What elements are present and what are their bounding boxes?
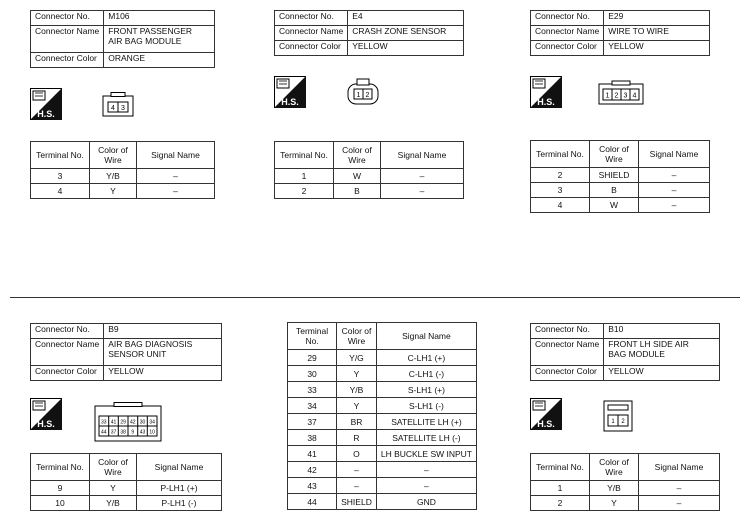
table-row: 2 Y –: [531, 496, 720, 511]
svg-text:29: 29: [120, 419, 126, 426]
connector-color-value: YELLOW: [348, 41, 464, 56]
pin-label: 3: [121, 105, 125, 112]
table-row: 42 – –: [288, 462, 477, 478]
svg-text:38: 38: [120, 429, 126, 436]
table-row: 1 Y/B –: [531, 481, 720, 496]
svg-text:44: 44: [101, 429, 107, 436]
svg-text:37: 37: [110, 429, 117, 436]
svg-text:H.S.: H.S.: [281, 97, 299, 107]
svg-text:H.S.: H.S.: [537, 419, 555, 429]
connector-color-label: Connector Color: [31, 53, 104, 68]
table-row: 3 B –: [531, 183, 710, 198]
hs-icon: [530, 398, 562, 430]
svg-text:41: 41: [110, 419, 117, 426]
connector-color-value: ORANGE: [104, 53, 215, 68]
table-row: 9 Y P-LH1 (+): [31, 481, 222, 496]
svg-text:2: 2: [614, 92, 619, 100]
svg-text:33: 33: [101, 419, 107, 426]
table-row: 44 SHIELD GND: [288, 494, 477, 510]
table-row: 41 O LH BUCKLE SW INPUT: [288, 446, 477, 462]
table-row: 4 W –: [531, 198, 710, 213]
svg-text:30: 30: [139, 419, 146, 426]
table-row: 30 Y C-LH1 (-): [288, 366, 477, 382]
table-row: 2 B –: [275, 184, 464, 199]
svg-text:1: 1: [356, 92, 361, 99]
connector-name-label: Connector Name: [31, 26, 104, 53]
connector-e29-face: [598, 80, 644, 111]
connector-name-value: CRASH ZONE SENSOR: [348, 26, 464, 41]
hs-icon: [30, 398, 62, 430]
svg-text:42: 42: [130, 419, 136, 426]
table-row: 37 BR SATELLITE LH (+): [288, 414, 477, 430]
svg-text:2: 2: [621, 419, 625, 425]
connector-e29-info: Connector No. E29 Connector Name WIRE TO WIRE Connector Color YELLOW: [530, 10, 710, 56]
hs-icon: [30, 88, 62, 120]
svg-text:H.S.: H.S.: [37, 419, 55, 429]
connector-b10-info: Connector No. B10 Connector Name FRONT LH SIDE AIR BAG MODULE Connector Color YELLOW: [530, 323, 720, 381]
table-row: 2 SHIELD –: [531, 168, 710, 183]
svg-text:34: 34: [149, 419, 155, 426]
connector-e4-face: [346, 78, 380, 113]
svg-text:43: 43: [139, 429, 146, 436]
connector-b10-signals: Terminal No. Color of Wire Signal Name 1 Y/B – 2 Y –: [530, 453, 720, 511]
svg-text:2: 2: [365, 92, 370, 99]
connector-b9-signals-continued: Terminal No. Color of Wire Signal Name 29 Y/G C-LH1 (+) 30 Y C-LH1 (-) 33 Y/B S-LH1 (+) 34 Y S-LH1 (-) 37 BR SATELLITE LH (+) 38 R SATELLITE LH (-) 41 O LH BUCKLE SW INPUT 42 – – 43 – – 44 SHIELD GND: [287, 322, 477, 510]
connector-no-value: M106: [104, 11, 215, 26]
svg-text:H.S.: H.S.: [537, 97, 555, 107]
table-row: 34 Y S-LH1 (-): [288, 398, 477, 414]
terminal-header: Terminal No.: [31, 142, 90, 169]
hs-icon: [530, 76, 562, 108]
svg-text:1: 1: [605, 92, 610, 100]
hs-icon: [274, 76, 306, 108]
pin-label: 4: [111, 105, 115, 112]
hs-label: H.S.: [37, 109, 55, 119]
table-row: 3 Y/B –: [31, 169, 215, 184]
svg-text:4: 4: [632, 92, 637, 100]
table-row: 33 Y/B S-LH1 (+): [288, 382, 477, 398]
table-row: 10 Y/B P-LH1 (-): [31, 496, 222, 511]
signal-header: Signal Name: [137, 142, 215, 169]
svg-text:9: 9: [131, 429, 135, 436]
table-row: 38 R SATELLITE LH (-): [288, 430, 477, 446]
connector-b10-face: [603, 400, 633, 437]
connector-e4-info: [274, 10, 464, 56]
table-row: 4 Y –: [31, 184, 215, 199]
connector-b9-info: Connector No. B9 Connector Name AIR BAG DIAGNOSIS SENSOR UNIT Connector Color YELLOW: [30, 323, 222, 381]
connector-m106-signals: [30, 141, 215, 199]
svg-text:10: 10: [149, 429, 155, 436]
connector-no-label: Connector No.: [275, 11, 348, 26]
svg-text:1: 1: [611, 419, 615, 425]
connector-e4-signals: Terminal No. Color of Wire Signal Name 1 W – 2 B –: [274, 141, 464, 199]
connector-m106-face: [100, 92, 136, 125]
section-divider: [10, 297, 740, 298]
connector-name-label: Connector Name: [275, 26, 348, 41]
connector-no-value: E4: [348, 11, 464, 26]
svg-text:3: 3: [623, 92, 628, 100]
connector-b9-face: [94, 402, 162, 447]
connector-name-value: FRONT PASSENGER AIR BAG MODULE: [104, 26, 215, 53]
connector-b9-signals: Terminal No. Color of Wire Signal Name 9 Y P-LH1 (+) 10 Y/B P-LH1 (-): [30, 453, 222, 511]
connector-e29-signals: Terminal No. Color of Wire Signal Name 2 SHIELD – 3 B – 4 W –: [530, 140, 710, 213]
table-row: 1 W –: [275, 169, 464, 184]
connector-color-label: Connector Color: [275, 41, 348, 56]
table-row: 29 Y/G C-LH1 (+): [288, 350, 477, 366]
color-header: Color of Wire: [90, 142, 137, 169]
connector-m106-info: [30, 10, 215, 68]
connector-no-label: Connector No.: [31, 11, 104, 26]
table-row: 43 – –: [288, 478, 477, 494]
